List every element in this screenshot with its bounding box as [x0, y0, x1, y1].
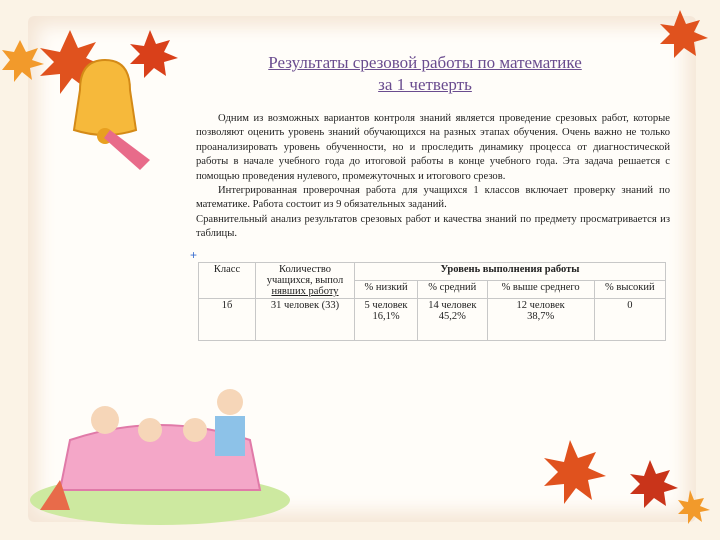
cell-low-count: 5 человек: [364, 300, 408, 311]
autumn-bell-decoration: [0, 0, 210, 200]
maple-leaves-decoration: [640, 0, 720, 90]
cell-above: [487, 299, 594, 341]
header-low: % низкий: [355, 281, 418, 299]
maple-leaf-icon: [630, 460, 678, 508]
cell-low-pct: 16,1%: [372, 311, 400, 322]
header-count-line: Количество: [278, 264, 332, 275]
header-count: [256, 263, 355, 299]
cell-above-count: 12 человек: [516, 300, 565, 311]
bell-icon: [74, 60, 150, 170]
header-count-line: учащихся, выпол: [266, 275, 344, 286]
cell-mid-count: 14 человек: [428, 300, 477, 311]
document-body: [196, 112, 670, 242]
table-row: [199, 299, 666, 341]
family-illustration: [20, 360, 290, 530]
maple-leaf-icon: [678, 490, 710, 524]
header-high: % высокий: [594, 281, 665, 299]
header-class: Класс: [199, 263, 256, 299]
cell-low: [355, 299, 418, 341]
title-line-1: Результаты срезовой работы по математике: [268, 53, 582, 72]
paragraph: Интегрированная проверочная работа для учащихся 1 классов включает проверку знаний по математике. Работа состоит из 9 обязательных заданий.: [196, 185, 670, 211]
header-mid: % средний: [418, 281, 488, 299]
table-move-handle[interactable]: +: [190, 248, 198, 262]
maple-leaf-icon: [544, 440, 606, 504]
maple-leaf-icon: [660, 10, 708, 58]
table-header-row: [199, 263, 666, 281]
cell-mid-pct: 45,2%: [438, 311, 466, 322]
cell-class: 1б: [199, 299, 256, 341]
paragraph: Одним из возможных вариантов контроля знаний является проведение срезовых работ, которые позволяют оценить уровень знаний обучающихся на разных этапах обучения. Очень важно не только проанализировать уровень обученности, но и проследить динамику процесса от диагностической работы в начале учебного года до итоговой работы в конце учебного года. Эта задача решается с помощью проведения нулевого, промежуточных и итогового срезов.: [196, 113, 670, 182]
results-table: [198, 262, 666, 341]
cell-count: 31 человек (33): [256, 299, 355, 341]
header-level: Уровень выполнения работы: [355, 263, 666, 281]
page-title: [210, 52, 640, 96]
cell-mid: [418, 299, 488, 341]
title-line-2: за 1 четверть: [378, 75, 472, 94]
header-above: % выше среднего: [487, 281, 594, 299]
paragraph: Сравнительный анализ результатов срезовых работ и качества знаний по предмету просматривается из таблицы.: [196, 213, 670, 240]
maple-leaves-decoration-bottom: [530, 420, 720, 540]
header-count-line: нявших работу: [271, 286, 339, 297]
cell-high: 0: [594, 299, 665, 341]
maple-leaf-icon: [2, 40, 44, 82]
maple-leaf-icon: [130, 30, 178, 78]
cell-above-pct: 38,7%: [527, 311, 555, 322]
